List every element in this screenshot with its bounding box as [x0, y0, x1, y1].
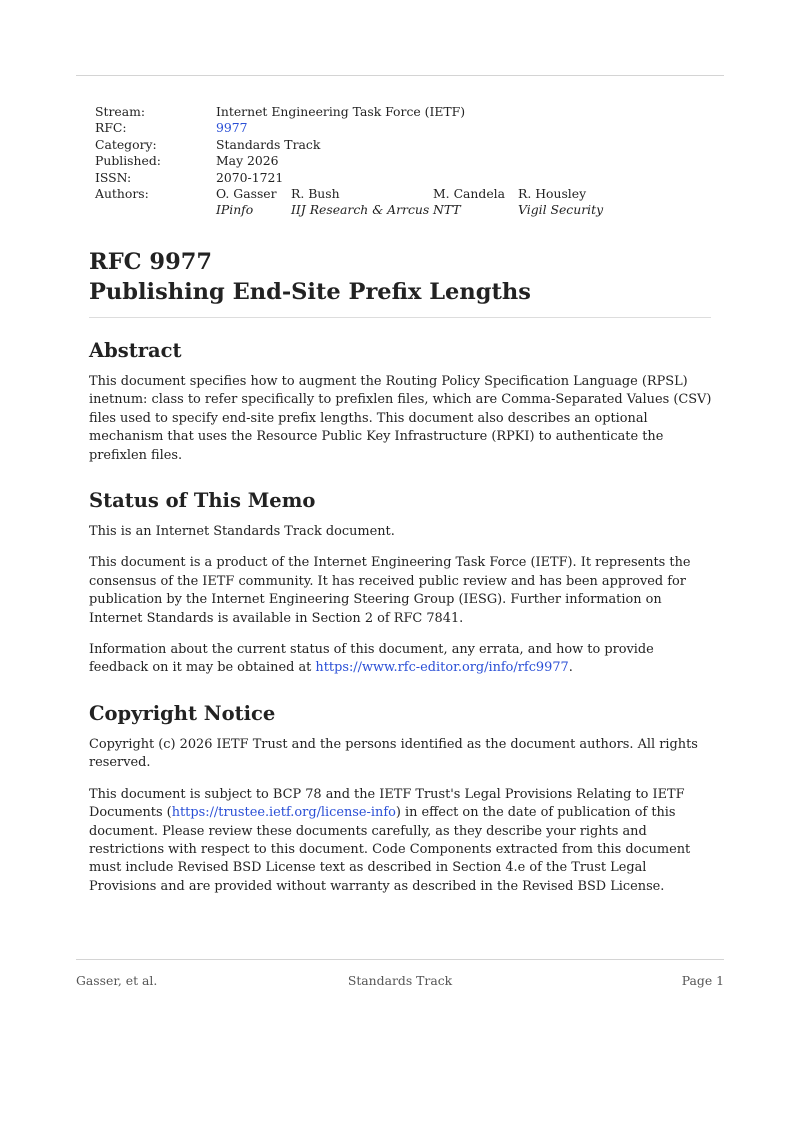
meta-key: Stream:: [95, 104, 146, 119]
copyright-heading: Copyright Notice: [89, 701, 276, 725]
status-text: .: [568, 660, 573, 676]
footer-category: Standards Track: [347, 973, 453, 988]
author-name: R. Bush: [291, 185, 340, 201]
page-footer: [76, 973, 724, 991]
meta-key: RFC:: [95, 120, 127, 136]
author: [291, 186, 429, 219]
copyright-paragraph: Copyright (c) 2026 IETF Trust and the persons identified as the document authors. All rights reserved.: [89, 736, 698, 771]
author-org: IIJ Research & Arrcus: [291, 202, 430, 218]
author-org: NTT: [433, 202, 461, 218]
copyright-paragraph: [89, 786, 713, 896]
status-heading: Status of This Memo: [89, 489, 316, 513]
rfc-number-title: RFC 9977: [89, 249, 213, 275]
meta-key: Authors:: [95, 185, 149, 201]
author: [518, 186, 603, 219]
author-org: IPinfo: [216, 202, 254, 218]
status-text: Information about the current status of this document, any errata, and how to provide feedback on it may be obtained at: [89, 642, 654, 676]
meta-key: ISSN:: [95, 169, 132, 185]
top-rule: [76, 75, 724, 76]
rfc-number-link[interactable]: 9977: [216, 120, 248, 136]
rfc-editor-link[interactable]: https://www.rfc-editor.org/info/rfc9977: [315, 660, 569, 676]
footer-authors: Gasser, et al.: [76, 973, 158, 988]
abstract-text: This document specifies how to augment the Routing Policy Specification Language (RPSL) inetnum: class to refer specifically to prefixlen files, which are Comma-Separated Values (CSV) files used to specify end-site prefix lengths. This document also describes an optional mechanism that uses the Resource Public Key Infrastructure (RPKI) to authenticate the prefixlen files.: [89, 374, 712, 463]
author-name: O. Gasser: [216, 185, 277, 201]
meta-value: Standards Track: [216, 136, 321, 152]
abstract-section: [89, 338, 713, 465]
meta-value: Internet Engineering Task Force (IETF): [216, 104, 466, 119]
status-paragraph: This document is a product of the Internet Engineering Task Force (IETF). It represents the consensus of the IETF community. It has received public review and has been approved for publication by the Internet Engineering Steering Group (IESG). Further information on Internet Standards is available in Section 2 of RFC 7841.: [89, 555, 691, 626]
abstract-heading: Abstract: [89, 339, 182, 362]
author: [433, 186, 505, 219]
copyright-text: ) in effect on the date of publication of this document. Please review these documents carefully, as they describe your rights and restrictions with respect to this document. Code Components extracted from this document must include Revised BSD License text as described in Section 4.e of the Trust Legal Provisions and are provided without warranty as described in the Revised BSD License.: [89, 805, 691, 894]
author-name: M. Candela: [433, 185, 506, 201]
status-section: [89, 488, 713, 678]
meta-key: Category:: [95, 136, 157, 152]
copyright-section: [89, 701, 713, 896]
main-content: [89, 338, 713, 896]
rfc-title: Publishing End-Site Prefix Lengths: [89, 279, 531, 305]
meta-value: 2070-1721: [216, 169, 284, 185]
author-org: Vigil Security: [518, 202, 604, 218]
document-title: [89, 247, 711, 307]
meta-key: Published:: [95, 153, 161, 169]
meta-value: May 2026: [216, 153, 279, 169]
status-paragraph: This is an Internet Standards Track document.: [89, 524, 395, 540]
footer-rule: [76, 959, 724, 960]
footer-page-number: Page 1: [681, 973, 724, 988]
author: [216, 186, 277, 219]
title-rule: [89, 317, 711, 318]
author-name: R. Housley: [518, 185, 587, 201]
status-paragraph: [89, 641, 713, 678]
copyright-text: This document is subject to BCP 78 and the IETF Trust's Legal Provisions Relating to IETF Documents (: [89, 786, 685, 821]
license-info-link[interactable]: https://trustee.ietf.org/license-info: [171, 805, 396, 821]
